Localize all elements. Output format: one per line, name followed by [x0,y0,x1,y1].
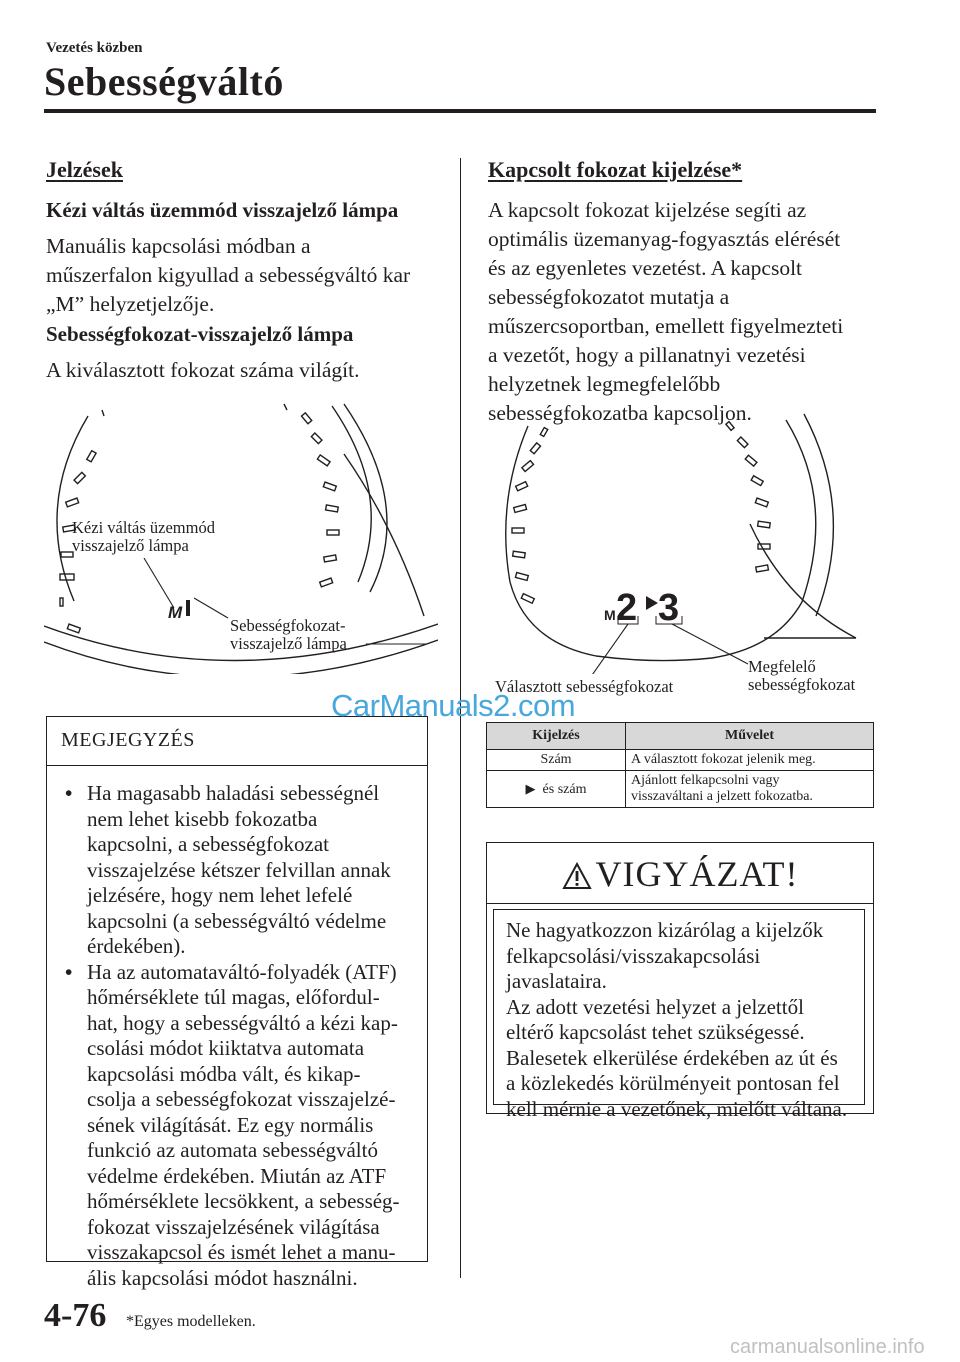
text-line: sének világítását. Ez egy normális [87,1112,374,1137]
warning-body [493,909,865,1121]
text-line: csolási módot kiiktatva automata [87,1036,365,1060]
text-line: sebességfokozatba kapcsoljon. [488,401,752,425]
manual-mode-indicator: M [604,607,616,623]
upshift-arrow-icon [646,596,658,610]
table-row [487,771,874,808]
text-line: kapcsolási módba vált, és kikap- [87,1061,361,1086]
label-line: Kézi váltás üzemmód [72,518,215,537]
table-cell [626,771,874,808]
page-number: 4-76 [44,1297,107,1334]
note-item [57,781,419,960]
text-line: Ne hagyatkozzon kizárólag a kijelzők [506,918,824,942]
text-line: a vezetőt, hogy a pillanatnyi vezetési [488,343,806,367]
table-cell [487,771,626,808]
text-line: érdekében). [87,934,186,958]
text-line: optimális üzemanyag-fogyasztás elérését [488,227,841,251]
table-cell: Szám [487,750,626,771]
text-line: felkapcsolási/visszakapcsolási [506,943,761,968]
arrow-icon: ▶ [525,780,536,796]
text-line: fokozat visszajelzésének világítása [87,1214,380,1239]
text-line: műszercsoportban, emellett figyelmezteti [488,314,844,338]
site-watermark: carmanualsonline.info [730,1336,925,1358]
label-line: visszajelző lámpa [230,634,347,653]
text-line: műszerfalon kigyullad a sebességváltó kar [46,263,411,287]
text-line: visszakapcsol és ismét lehet a manu- [87,1240,396,1264]
label-selected-gear: Választott sebességfokozat [495,677,674,696]
footnote: *Egyes modelleken. [126,1313,256,1330]
watermark: CarManuals2.com [331,688,576,723]
gear-display-table [486,722,874,808]
table-cell: A választott fokozat jelenik meg. [626,750,874,771]
note-box [46,716,428,1290]
section-label: Vezetés közben [46,40,143,56]
gear-display-diagram [486,412,876,674]
page-title: Sebességváltó [44,59,284,104]
text-line: helyzetnek legmegfelelőbb [488,372,721,396]
text-line: visszajelzése kétszer felvillan annak [87,857,391,882]
text-line: és az egyenletes vezetést. A kapcsolt [488,256,803,280]
cell-text: és szám [542,781,587,797]
text-line: eltérő kapcsolást tehet szükségessé. [506,1020,805,1044]
heading-gear-display: Kapcsolt fokozat kijelzése* [488,157,743,182]
label-line: visszajelző lámpa [72,536,189,555]
text-line: kapcsolni, a sebességfokozat [87,832,330,856]
paragraph-gear-display [488,196,888,428]
manual-mode-indicator: M [168,603,183,622]
text-line: • Ha magasabb haladási sebességnél [87,781,380,805]
note-title: MEGJEGYZÉS [61,729,195,751]
text-line: javaslataira. [506,969,607,993]
warning-title: VIGYÁZAT! [595,854,799,894]
text-line: „M” helyzetjelzője. [46,292,215,316]
note-item [57,960,419,1292]
label-line: Sebességfokozat- [230,616,346,635]
text-line: ális kapcsolási módot használni. [87,1265,358,1290]
text-line: Balesetek elkerülése érdekében az út és [506,1045,838,1070]
note-header [47,717,427,766]
warning-box [486,842,874,1121]
text-line: csolja a sebességfokozat visszajelzé- [87,1087,396,1111]
text-line: funkció az automata sebességváltó [87,1138,378,1162]
text-line: Manuális kapcsolási módban a [46,234,311,258]
text-line: hőmérséklete lecsökkent, a sebesség- [87,1189,400,1213]
text-line: hőmérséklete túl magas, előfordul- [87,985,380,1009]
table-header: Kijelzés [487,723,626,750]
text-line: visszaváltani a jelzett fokozatba. [631,789,813,804]
text-line: a közlekedés körülményeit pontosan fel [506,1071,840,1095]
paragraph-manual-mode [46,232,446,319]
text-line: sebességfokozatot mutatja a [488,285,730,309]
table-header: Művelet [626,723,874,750]
label-line: sebességfokozat [748,675,856,694]
text-line: • Ha az automataváltó-folyadék (ATF) [87,959,397,984]
label-gear-lamp [230,617,347,653]
label-manual-mode-lamp [72,519,215,555]
label-suggested-gear [748,658,855,694]
text-line: jelzésére, hogy nem lehet lefelé [87,883,353,907]
paragraph-gear-lamp: A kiválasztott fokozat száma világít. [46,358,360,382]
text-line: Az adott vezetési helyzet a jelzettől [506,994,804,1019]
text-line: kell mérnie a vezetőnek, mielőtt váltana. [506,1096,848,1121]
text-line: nem lehet kisebb fokozatba [87,806,318,831]
label-line: Megfelelő [748,657,816,676]
warning-triangle-icon [562,862,592,890]
note-list [57,781,419,1291]
text-line: hat, hogy a sebességváltó a kézi kap- [87,1010,398,1035]
title-rule [44,109,876,113]
selected-gear-digit: 2 [616,587,638,629]
warning-header [487,843,873,904]
text-line: A kapcsolt fokozat kijelzése segíti az [488,198,807,222]
table-header-row [487,723,874,750]
subheading-gear-lamp: Sebességfokozat-visszajelző lámpa [46,322,354,346]
text-line: kapcsolni (a sebességváltó védelme [87,908,387,933]
subheading-manual-mode-lamp: Kézi váltás üzemmód visszajelző lámpa [46,198,399,222]
text-line: védelme érdekében. Miután az ATF [87,1163,387,1188]
text-line: Ajánlott felkapcsolni vagy [631,773,780,788]
suggested-gear-digit: 3 [658,587,680,629]
table-row [487,750,874,771]
warning-text [506,918,862,1122]
heading-signals: Jelzések [46,157,123,182]
